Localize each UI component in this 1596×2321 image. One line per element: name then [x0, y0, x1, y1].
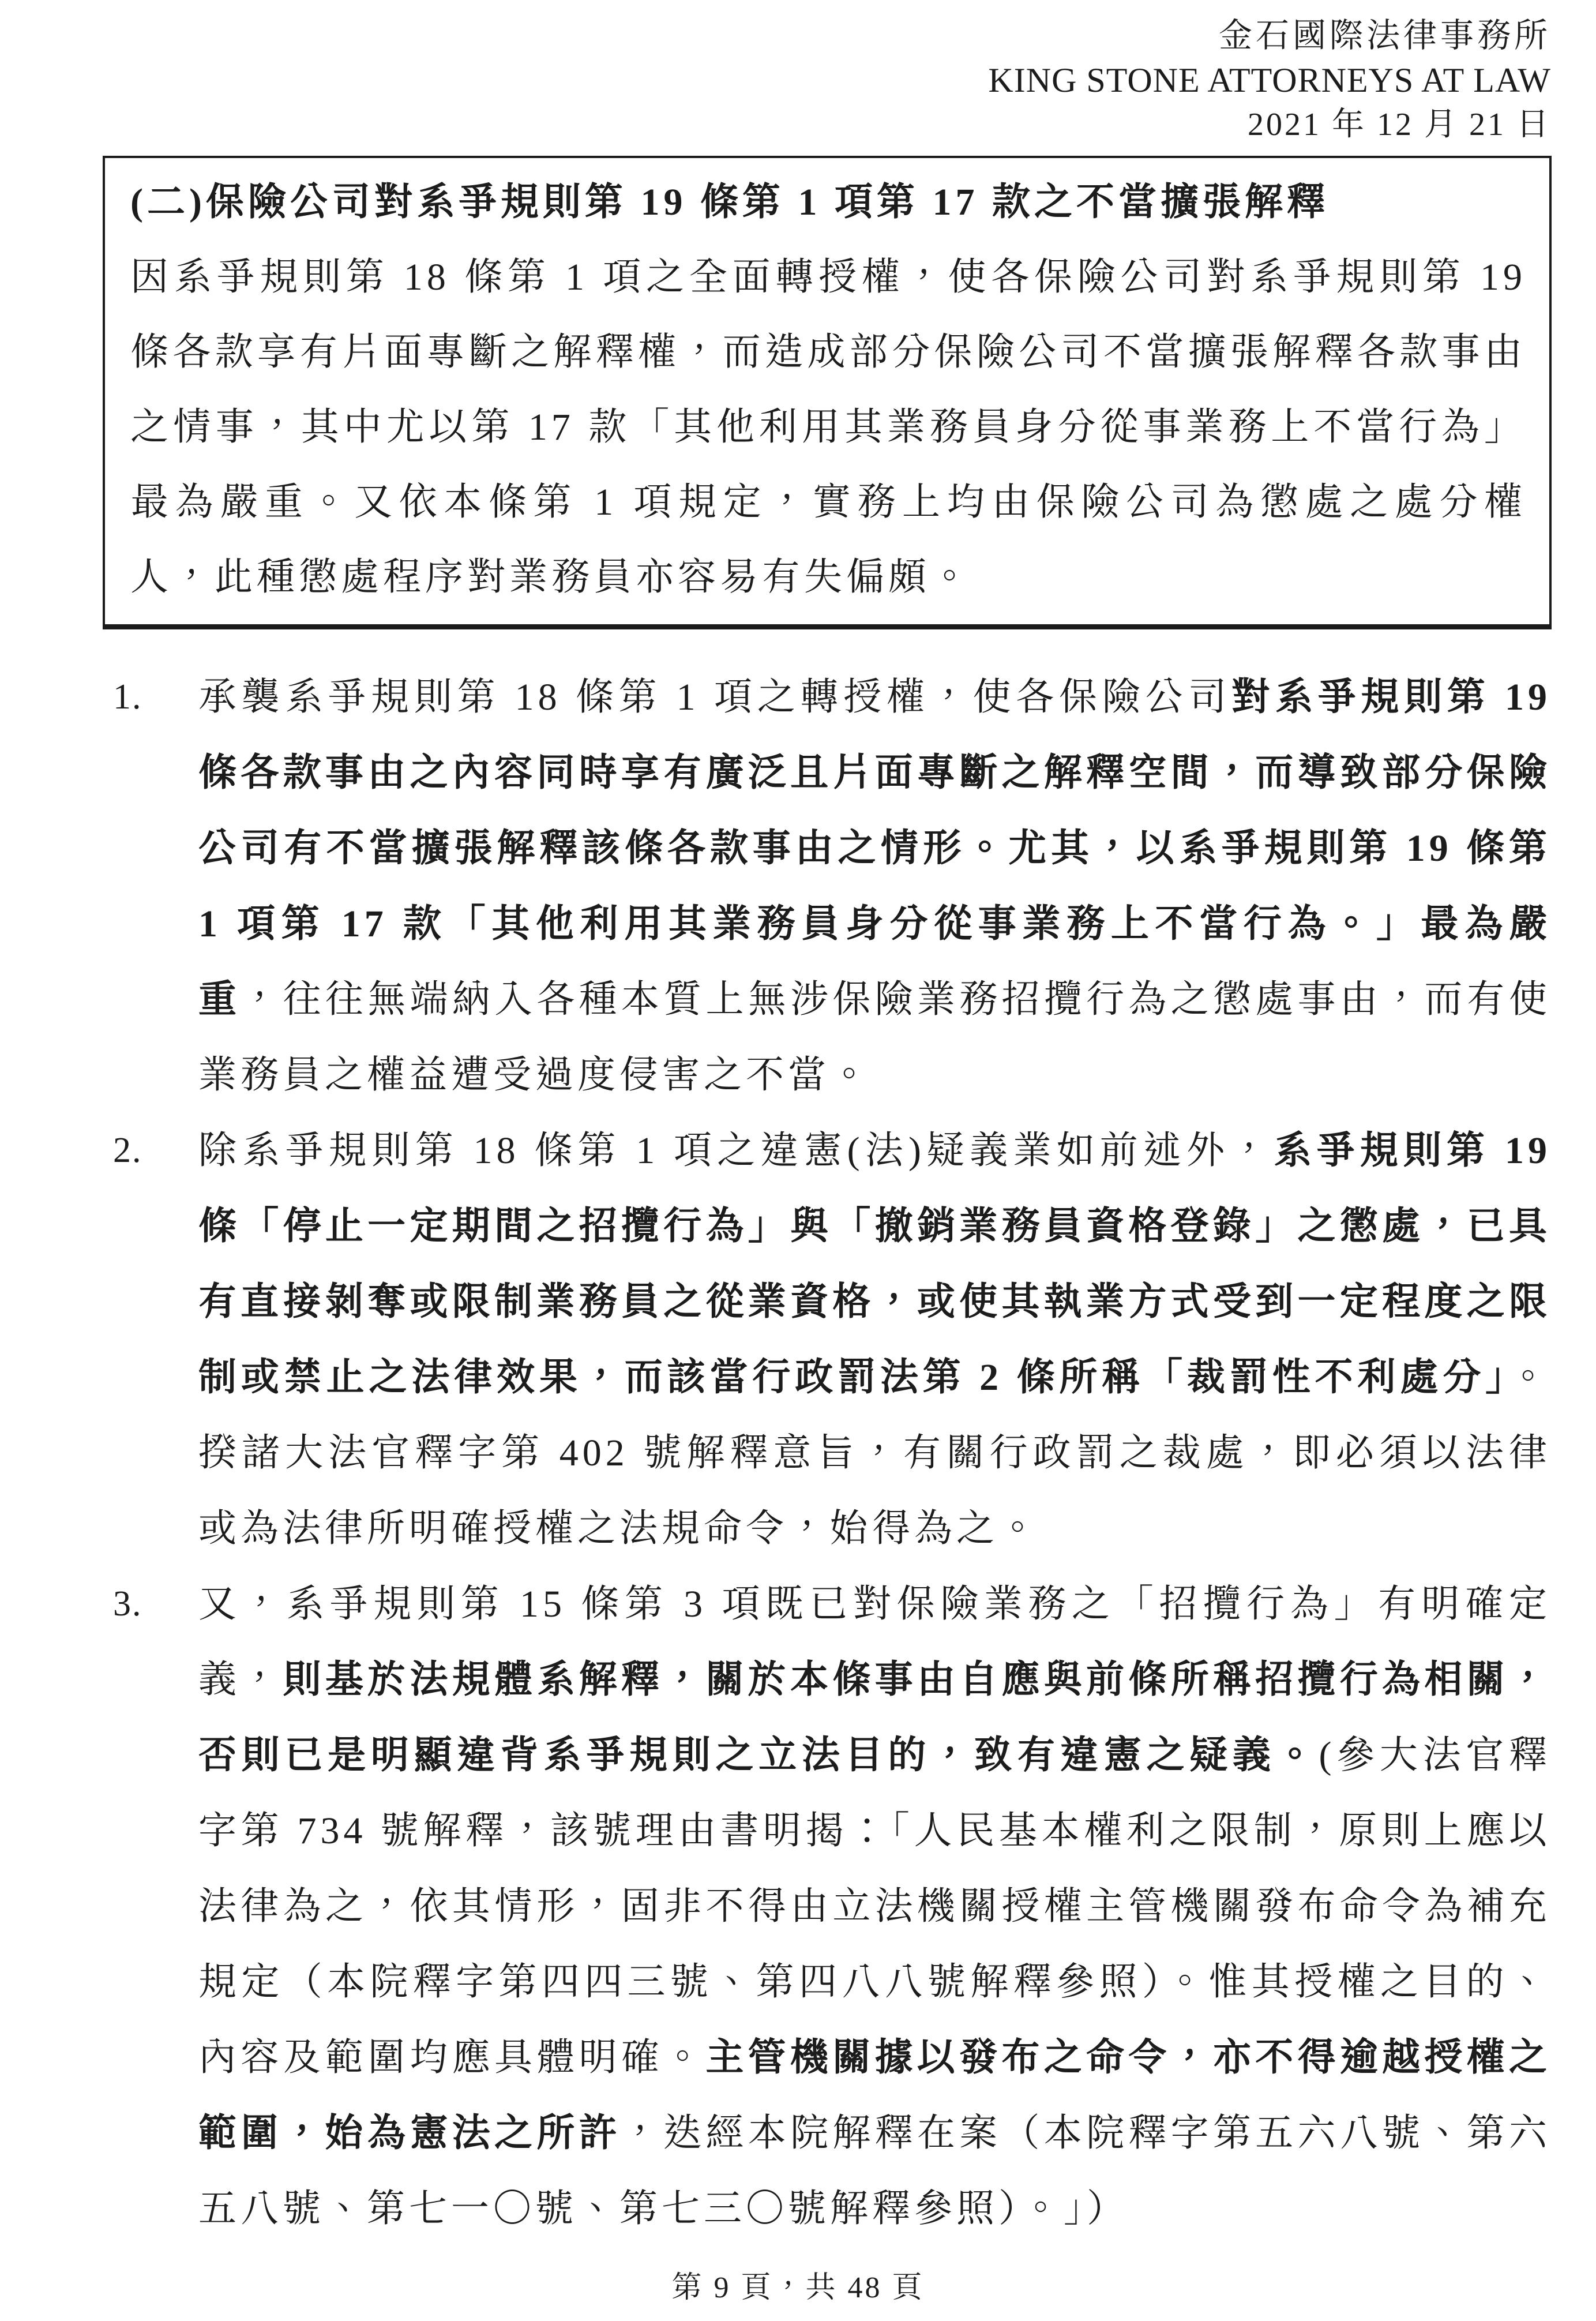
section-title: (二)保險公司對系爭規則第 19 條第 1 項第 17 款之不當擴張解釋: [130, 181, 1329, 223]
section-heading-box: [103, 156, 1552, 629]
item-paragraph: [198, 1566, 1551, 2247]
letterhead: [0, 0, 1596, 147]
text-segment: (參大法官釋字第 734 號解釋，該號理由書明揭：「人民基本權利之限制，原則上應以法律為之，依其情形，固非不得由立法機關授權主管機關發布命令為補充規定（本院釋字第四四三號、第四八八號解釋參照）。惟其授權之目的、內容及範圍均應具體明確。: [198, 1734, 1551, 2079]
emphasized-text-segment: 系爭規則第 19 條「停止一定期間之招攬行為」與「撤銷業務員資格登錄」之懲處，已具有直接剝奪或限制業務員之從業資格，或使其執業方式受到一定程度之限制或禁止之法律效果，而該當行政罰法第 2 條所稱「裁罰性不利處分」: [198, 1130, 1551, 1398]
list-item-3: [113, 1566, 1551, 2247]
text-segment: 除系爭規則第 18 條第 1 項之違憲(法)疑義業如前述外，: [198, 1130, 1274, 1172]
firm-name-zh: 金石國際法律事務所: [1218, 17, 1551, 54]
argument-list: [0, 659, 1596, 2247]
emphasized-text-segment: 則基於法規體系解釋，關於本條事由自應與前條所稱招攬行為相關，否則已是明顯違背系爭規則之立法目的，致有違憲之疑義。: [198, 1659, 1552, 1776]
firm-name-en: KING STONE ATTORNEYS AT LAW: [988, 61, 1551, 99]
item-number: 1.: [113, 677, 142, 717]
emphasized-text-segment: 對系爭規則第 19 條各款事由之內容同時享有廣泛且片面專斷之解釋空間，而導致部分保險公司有不當擴張解釋該條各款事由之情形。尤其，以系爭規則第 19 條第 1 項第 17 款「其他利用其業務員身分從事業務上不當行為。」最為嚴重: [198, 676, 1551, 1021]
page-footer: [0, 2263, 1596, 2306]
item-paragraph: [198, 659, 1551, 1113]
text-segment: 因系爭規則第 18 條第 1 項之全面轉授權，使各保險公司對系爭規則第 19 條各款享有片面專斷之解釋權，而造成部分保險公司不當擴張解釋各款事由之情事，其中尤以第 17 款「其他利用其業務員身分從事業務上不當行為」最為嚴重。又依本條第 1 項規定，實務上均由保險公司為懲處之處分權人，此種懲處程序對業務員亦容易有失偏頗。: [130, 256, 1526, 598]
list-item-2: [113, 1113, 1551, 1566]
item-number: 2.: [113, 1131, 142, 1170]
text-segment: 承襲系爭規則第 18 條第 1 項之轉授權，使各保險公司: [198, 676, 1232, 718]
emphasized-text-segment: 主管機關據以發布之命令，亦不得逾越授權之範圍，始為憲法之所許: [198, 2037, 1552, 2154]
page-number: 第 9 頁，共 48 頁: [671, 2271, 925, 2304]
section-summary-paragraph: [130, 240, 1526, 615]
item-paragraph: [198, 1113, 1551, 1566]
text-segment: ，迭經本院解釋在案（本院釋字第五六八號、第六五八號、第七一〇號、第七三〇號解釋參照）。」）: [198, 2112, 1552, 2230]
text-segment: 又，系爭規則第 15 條第 3 項既已對保險業務之「招攬行為」有明確定義，: [198, 1583, 1551, 1701]
item-number: 3.: [113, 1584, 142, 1623]
letter-date: 2021 年 12 月 21 日: [1248, 107, 1551, 143]
text-segment: ，往往無端納入各種本質上無涉保險業務招攬行為之懲處事由，而有使業務員之權益遭受過度侵害之不當。: [198, 978, 1552, 1096]
list-item-1: [113, 659, 1551, 1113]
text-segment: 。揆諸大法官釋字第 402 號解釋意旨，有關行政罰之裁處，即必須以法律或為法律所明確授權之法規命令，始得為之。: [198, 1356, 1551, 1550]
